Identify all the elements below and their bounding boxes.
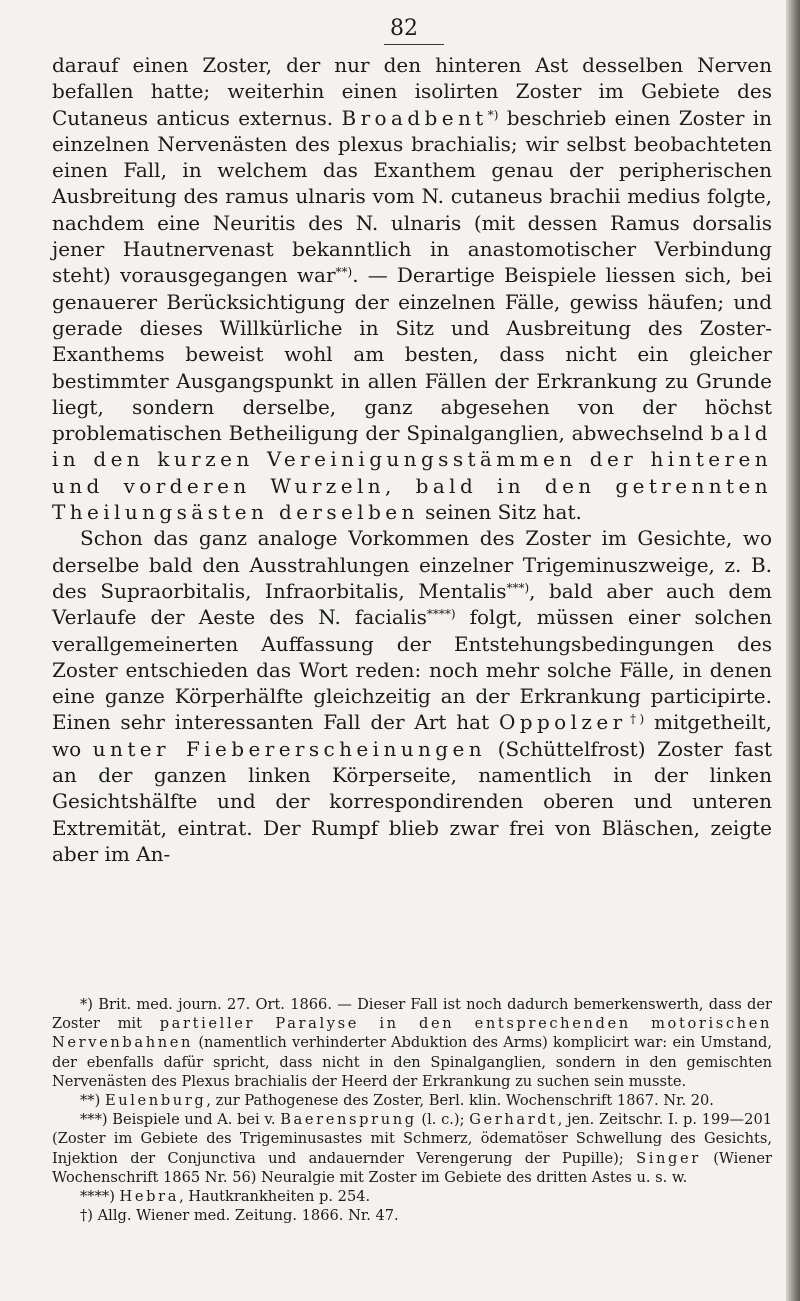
footnote-ref-5: †) [626,712,645,727]
footnote-3-text-4: (Wiener Wochenschrift 1865 Nr. 56) Neuralgie mit Zoster im Gebiete des dritten Astes u. s. w. [52,1149,772,1186]
page-number: 82 [390,16,418,41]
page-number-rule [384,44,444,45]
footnote-3-text-3: , jen. Zeitschr. I. p. 199—201 (Zoster im Gebiete des Trigeminusastes mit Schmerz, ödematöser Schwellung des Gesichts, Injektion der Conjunctiva und andauernder Verengerung der Pupille); [52,1111,773,1167]
footnote-5-text: Allg. Wiener med. Zeitung. 1866. Nr. 47. [93,1207,399,1225]
author-broadbent: Broadbent [341,105,488,130]
footnote-1-text-1: Brit. med. journ. 27. Ort. 1866. — Dieser Fall ist noch dadurch bemerkenswerth, dass der Zoster mit [52,996,772,1033]
footnote-1-emphasis: partieller Paralyse in den entsprechenden motorischen Nervenbahnen [52,1015,773,1052]
footnote-5-mark: †) [80,1207,93,1225]
footnote-3-text-2: (l. c.); [416,1111,470,1129]
footnote-4-author: Hebra [119,1188,180,1206]
footnote-ref-2: **) [335,265,353,280]
footnote-2-mark: **) [80,1092,101,1110]
footnote-1-mark: *) [80,996,93,1013]
p2-text-5: (Schüttelfrost) Zoster fast an der ganzen linken Körperseite, namentlich in der linken Gesichtshälfte und der korrespondirenden oberen und unteren Extremität, eintrat. Der Rumpf blieb zwar frei von Bläschen, zeigte aber im An- [52,736,772,866]
p1-text-4: seinen Sitz hat. [418,500,582,525]
author-oppolzer: Oppolzer [498,710,627,735]
footnote-3-author-3: Singer [636,1149,701,1167]
footnote-1 [52,995,772,1091]
footnotes [52,995,772,1225]
footnote-4 [52,1187,772,1206]
p2-text-3: folgt, müssen einer solchen verallgemeinerten Auffassung der Entstehungsbedingungen des Zoster entschieden das Wort reden: noch mehr solche Fälle, in denen eine ganze Körperhälfte gleichzeitig an der Erkrankung participirte. Einen sehr interessanten Fall der Art hat [52,605,772,735]
footnote-1-text-2: (namentlich verhinderter Abduktion des Arms) komplicirt war: ein Umstand, der ebenfalls dafür spricht, dass nicht in den Spinalganglien, sondern in den gemischten Nervenästen des Plexus brachialis der Heerd der Erkrankung zu suchen sein musste. [52,1034,772,1090]
footnote-ref-3: ***) [506,580,530,595]
p2-text-4: mitgetheilt, wo [52,710,773,761]
footnote-3-author-2: Gerhardt [469,1111,558,1129]
footnote-ref-1: *) [487,107,499,122]
footnote-2 [52,1091,772,1110]
footnote-4-text: , Hautkrankheiten p. 254. [179,1188,371,1206]
p1-text-1: darauf einen Zoster, der nur den hinteren Ast desselben Nerven befallen hatte; weiterhin einen isolirten Zoster im Gebiete des Cutaneus anticus externus. [52,53,772,130]
footnote-3-mark: ***) [80,1111,108,1129]
p1-text-2: beschrieb einen Zoster in einzelnen Nervenästen des plexus brachialis; wir selbst beobachteten einen Fall, in welchem das Exanthem genau der peripherischen Ausbreitung des ramus ulnaris vom N. cutaneus brachii medius folgte, nachdem eine Neuritis des N. ulnaris (mit dessen Ramus dorsalis jener Hautnervenast bekanntlich in anastomotischer Verbindung steht) vorausgegangen war [52,105,772,288]
main-text [52,52,772,867]
footnote-2-author: Eulenburg [104,1092,207,1110]
footnote-ref-4: ****) [426,607,456,622]
p2-text-1: Schon das ganz analoge Vorkommen des Zoster im Gesichte, wo derselbe bald den Ausstrahlungen einzelner Trigeminuszweige, z. B. des Supraorbitalis, Infraorbitalis, Mentalis [52,526,772,603]
paragraph-2 [52,525,772,867]
footnote-4-mark: ****) [80,1188,115,1206]
page-binding-edge [786,0,800,1301]
p2-emphasis: unter Fiebererscheinungen [92,736,487,761]
footnote-2-text: , zur Pathogenese des Zoster, Berl. klin. Wochenschrift 1867. Nr. 20. [206,1092,714,1110]
footnote-3 [52,1110,772,1187]
p2-text-2: , bald aber auch dem Verlaufe der Aeste des N. facialis [52,578,773,630]
paragraph-1 [52,52,772,525]
p1-emphasis: bald in den kurzen Vereinigungsstämmen der hinteren und vorderen Wurzeln, bald in den getrennten Theilungsästen derselben [52,421,772,525]
footnote-3-author-1: Baerensprung [280,1111,417,1129]
footnote-5 [52,1206,772,1225]
footnote-3-text-1: Beispiele und A. bei v. [107,1111,281,1129]
p1-text-3: . — Derartige Beispiele liessen sich, bei genauerer Berücksichtigung der einzelnen Fälle, gewiss häufen; und gerade dieses Willkürliche in Sitz und Ausbreitung des Zoster-Exanthems beweist wohl am besten, dass nicht ein gleicher bestimmter Ausgangspunkt in allen Fällen der Erkrankung zu Grunde liegt, sondern derselbe, ganz abgesehen von der höchst problematischen Betheiligung der Spinalganglien, abwechselnd [52,263,772,446]
